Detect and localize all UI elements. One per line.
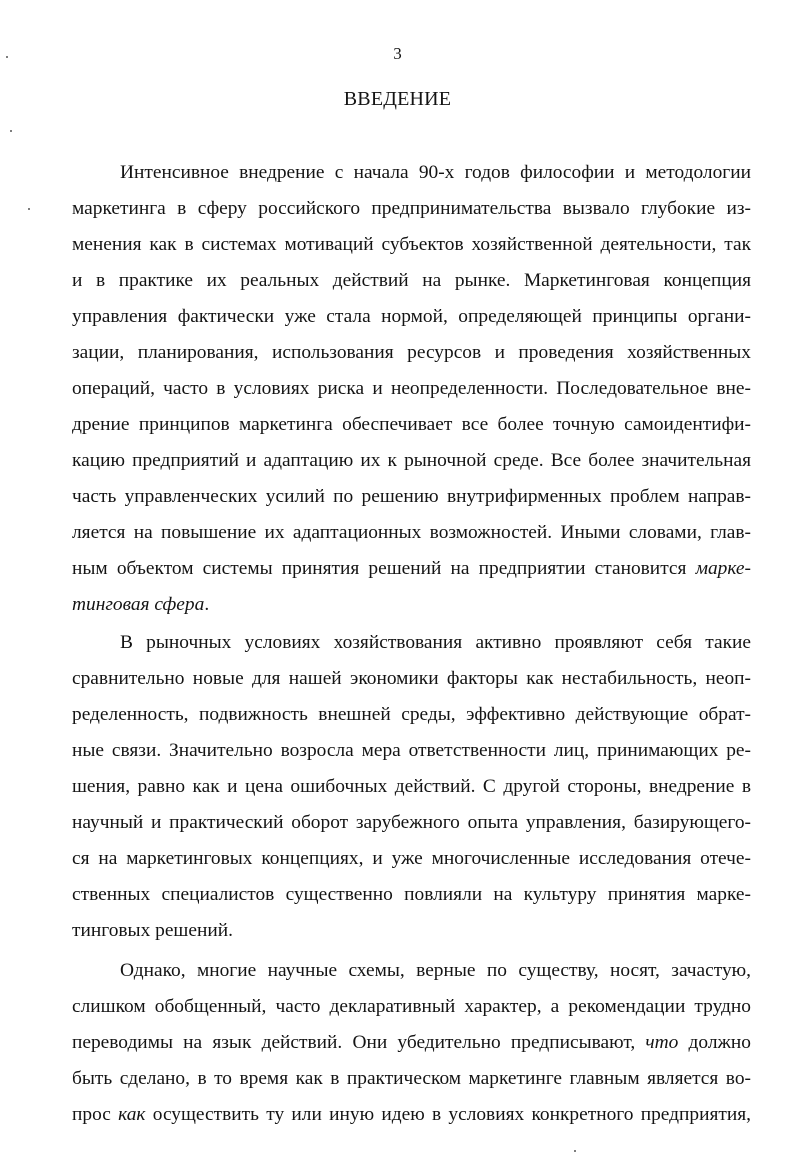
- page-number: 3: [393, 44, 402, 63]
- text-line: [72, 448, 751, 474]
- text-line: [72, 232, 751, 258]
- text-line: [120, 630, 751, 656]
- scan-speck: [574, 1150, 576, 1152]
- text-line: [72, 810, 751, 836]
- text-line: [72, 304, 751, 330]
- text-line: [72, 484, 751, 510]
- italic-term: как: [118, 1104, 146, 1125]
- line-text: и в практике их реальных действий на рынке. Маркетинговая концепция: [72, 270, 751, 291]
- line-text: переводимы на язык действий. Они убедительно предписывают,: [72, 1032, 646, 1053]
- text-line: [72, 412, 751, 438]
- line-text: кацию предприятий и адаптацию их к рыночной среде. Все более значительная: [72, 450, 751, 471]
- italic-term: что: [645, 1032, 679, 1053]
- line-text: менения как в системах мотиваций субъектов хозяйственной деятельности, так: [72, 234, 751, 255]
- text-line: [72, 882, 751, 908]
- line-text: операций, часто в условиях риска и неопределенности. Последовательное вне-: [72, 378, 751, 399]
- line-text: часть управленческих усилий по решению внутрифирменных проблем направ-: [72, 486, 751, 507]
- text-line: [120, 958, 751, 984]
- scan-speck: [28, 208, 30, 210]
- line-text: ляется на повышение их адаптационных возможностей. Иными словами, глав-: [72, 522, 751, 543]
- text-line: [72, 1102, 751, 1128]
- text-line: [72, 268, 751, 294]
- text-line: [72, 592, 751, 618]
- text-line: [72, 702, 751, 728]
- scan-speck: [10, 130, 12, 132]
- line-text: ся на маркетинговых концепциях, и уже многочисленные исследования отече-: [72, 848, 751, 869]
- line-text: Интенсивное внедрение с начала 90-х годов философии и методологии: [120, 162, 751, 183]
- line-text: должно: [678, 1032, 751, 1053]
- text-line: [72, 1066, 751, 1092]
- line-text: ным объектом системы принятия решений на предприятии становится: [72, 558, 696, 579]
- line-text: сравнительно новые для нашей экономики факторы как нестабильность, неоп-: [72, 668, 751, 689]
- text-line: [72, 340, 751, 366]
- page-title: ВВЕДЕНИЕ: [343, 88, 452, 110]
- text-line: [72, 556, 751, 582]
- line-text: зации, планирования, использования ресурсов и проведения хозяйственных: [72, 342, 751, 363]
- line-text: осуществить ту или иную идею в условиях конкретного предприятия,: [145, 1104, 751, 1125]
- line-text: тинговых решений.: [72, 920, 233, 941]
- text-line: [72, 196, 751, 222]
- line-text: ределенность, подвижность внешней среды, эффективно действующие обрат-: [72, 704, 751, 725]
- line-text: ные связи. Значительно возросла мера ответственности лиц, принимающих ре-: [72, 740, 751, 761]
- text-line: [72, 376, 751, 402]
- text-line: [72, 1030, 751, 1056]
- text-line: [72, 918, 751, 944]
- line-text: ственных специалистов существенно повлияли на культуру принятия марке-: [72, 884, 751, 905]
- text-line: [120, 160, 751, 186]
- line-text: маркетинга в сферу российского предпринимательства вызвало глубокие из-: [72, 198, 751, 219]
- line-text: слишком обобщенный, часто декларативный характер, а рекомендации трудно: [72, 996, 751, 1017]
- text-line: [72, 520, 751, 546]
- italic-term: тинговая сфера: [72, 594, 205, 615]
- line-text: научный и практический оборот зарубежного опыта управления, базирующего-: [72, 812, 751, 833]
- line-text: шения, равно как и цена ошибочных действий. С другой стороны, внедрение в: [72, 776, 751, 797]
- line-text: дрение принципов маркетинга обеспечивает все более точную самоидентифи-: [72, 414, 751, 435]
- line-text: быть сделано, в то время как в практическом маркетинге главным является во-: [72, 1068, 751, 1089]
- line-text: управления фактически уже стала нормой, определяющей принципы органи-: [72, 306, 751, 327]
- line-text: прос: [72, 1104, 119, 1125]
- line-text: .: [204, 594, 210, 615]
- text-line: [72, 846, 751, 872]
- line-text: В рыночных условиях хозяйствования активно проявляют себя такие: [120, 632, 751, 653]
- text-line: [72, 666, 751, 692]
- scan-speck: [6, 56, 8, 58]
- text-line: [72, 774, 751, 800]
- text-line: [72, 994, 751, 1020]
- line-text: Однако, многие научные схемы, верные по существу, носят, зачастую,: [120, 960, 751, 981]
- italic-term: марке-: [695, 558, 751, 579]
- text-line: [72, 738, 751, 764]
